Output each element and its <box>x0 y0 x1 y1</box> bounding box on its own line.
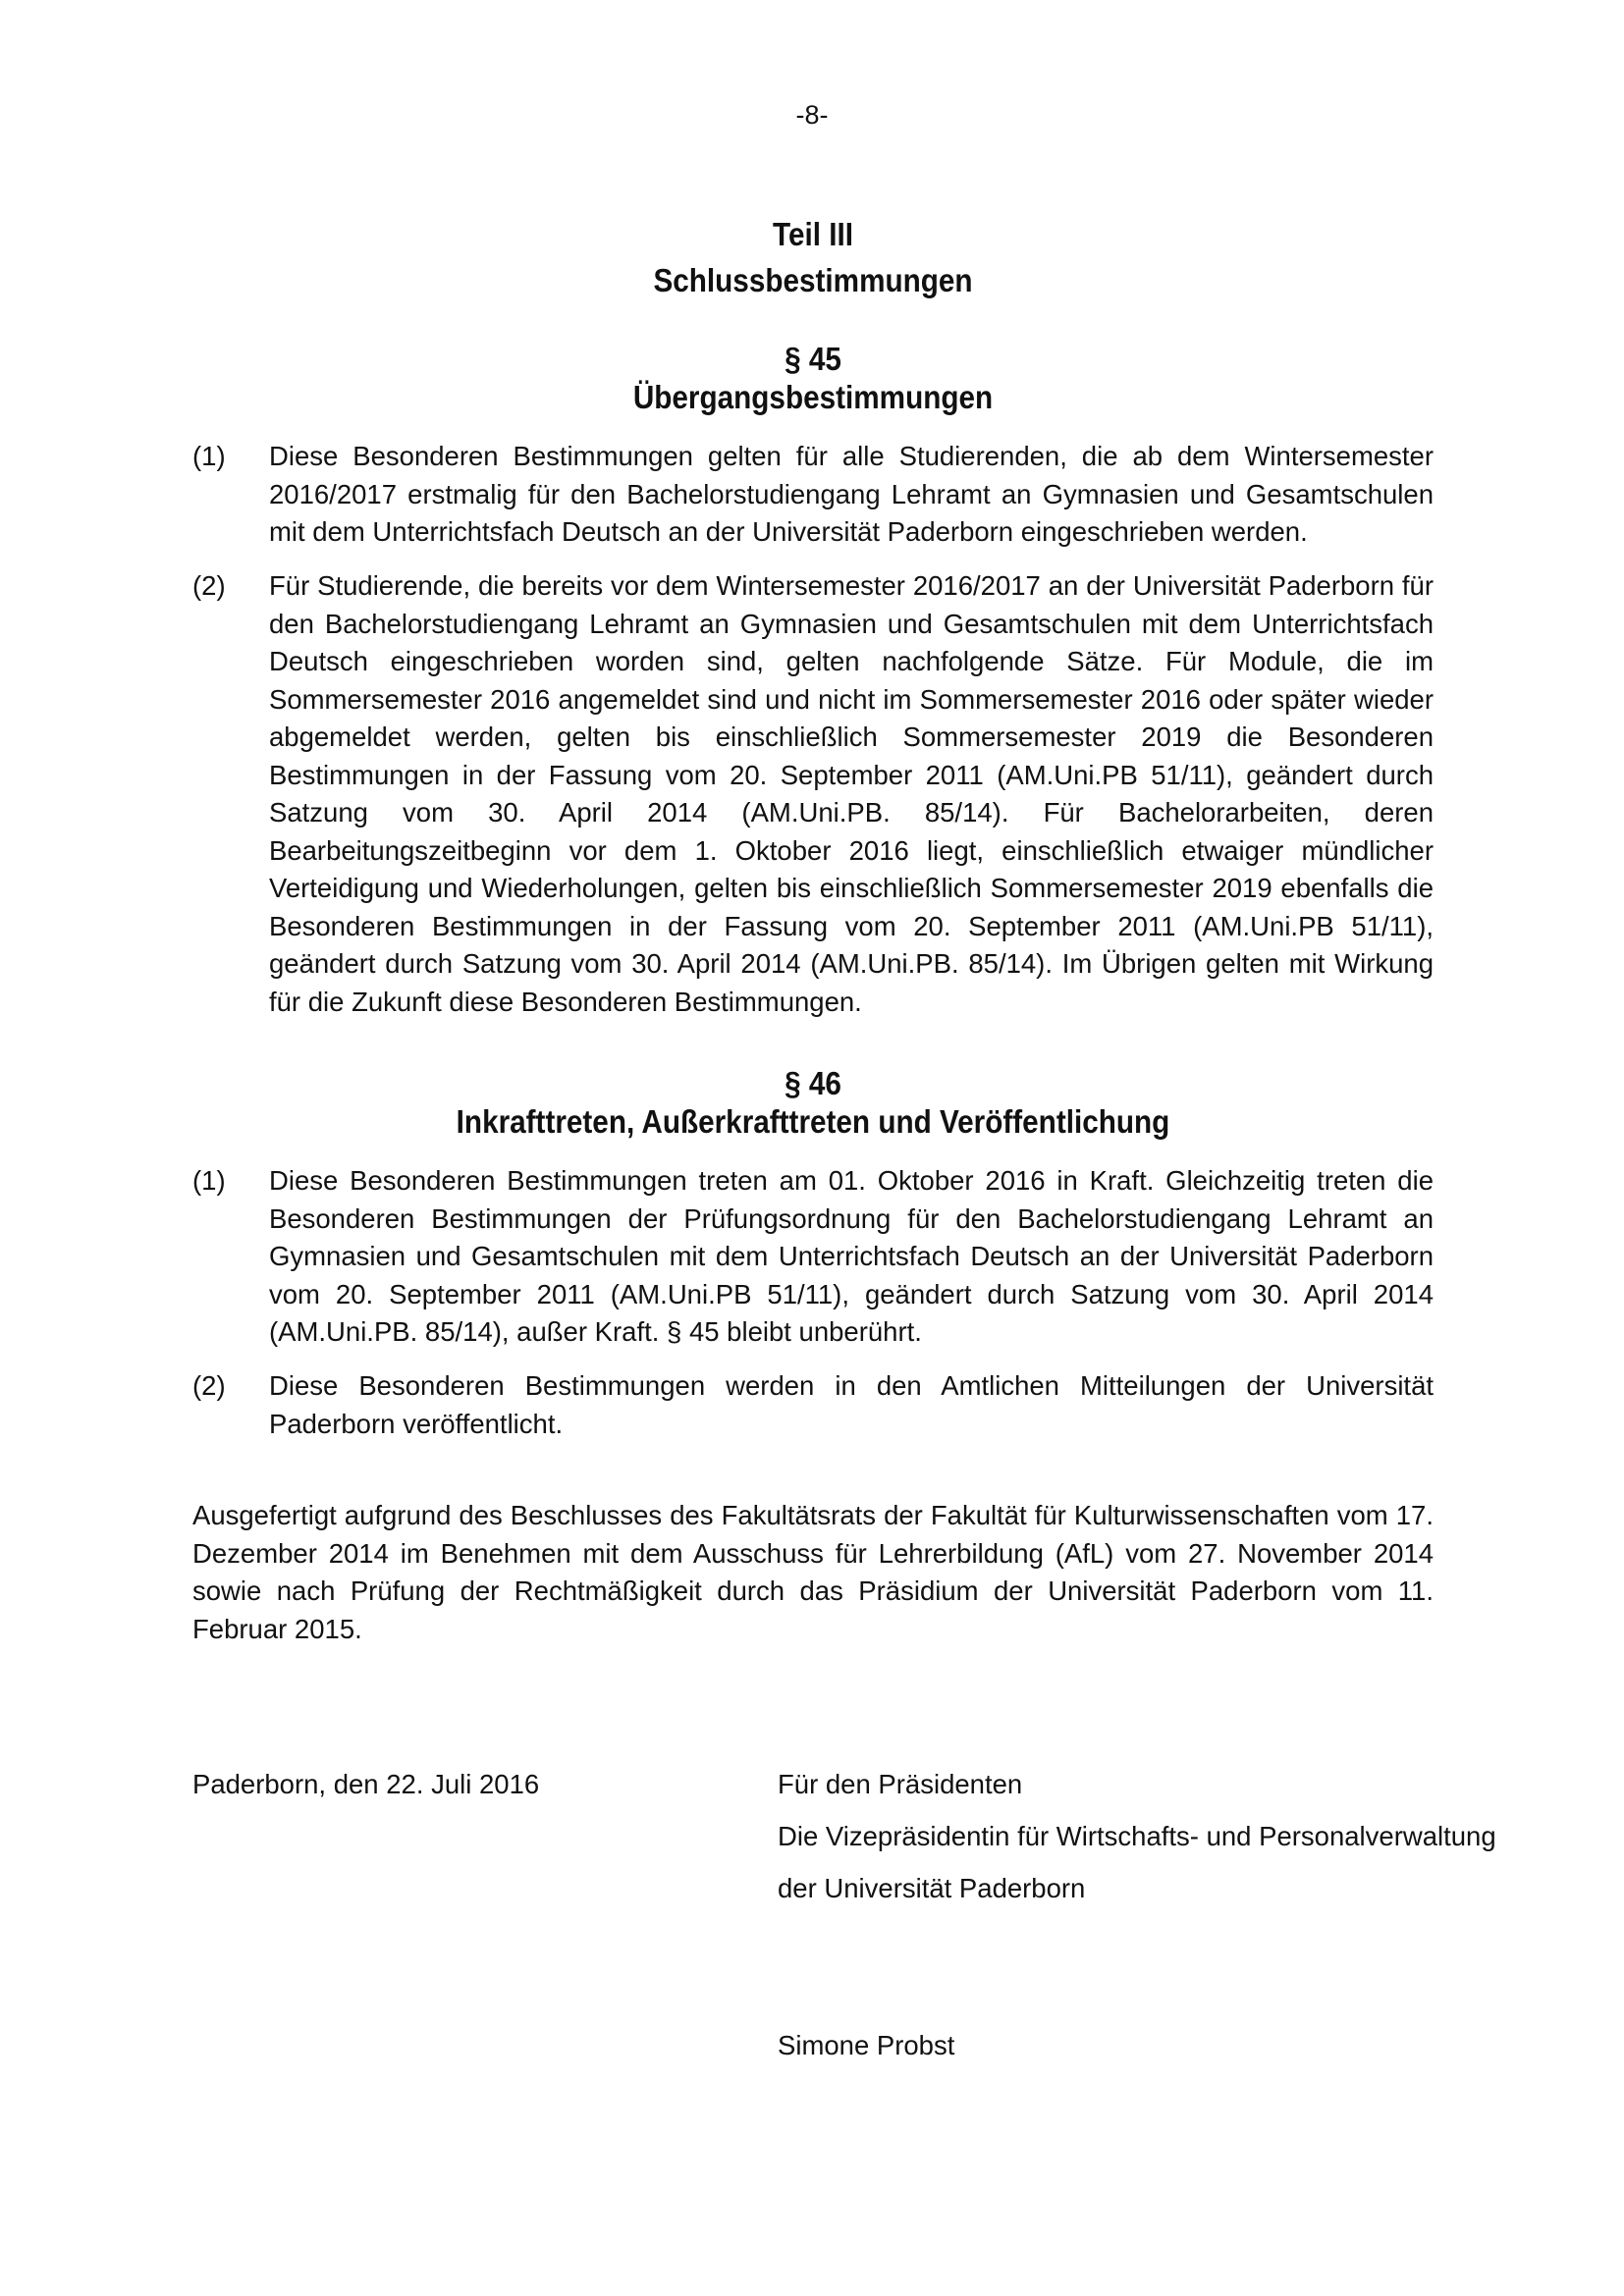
signature-line-2: Die Vizepräsidentin für Wirtschafts- und Personalverwaltung <box>778 1821 1496 1851</box>
signature-line-3: der Universität Paderborn <box>778 1873 1086 1903</box>
part-title: Schlussbestimmungen <box>653 262 973 298</box>
section-45-number: § 45 <box>785 341 841 377</box>
part-label: Teil III <box>773 216 853 252</box>
paragraph-number: (2) <box>192 1370 226 1401</box>
paragraph-text: Für Studierende, die bereits vor dem Wintersemester 2016/2017 an der Universität Paderborn für den Bachelorstudiengang Lehramt an Gymnasien und Gesamtschulen mit dem Unterrichtsfach Deutsch eingeschrieben worden sind, gelten nachfolgende Sätze. Für Module, die im Sommersemester 2016 angemeldet sind und nicht im Sommersemester 2016 oder später wieder abgemeldet werden, gelten bis einschließlich Sommersemester 2019 die Besonderen Bestimmungen in der Fassung vom 20. September 2011 (AM.Uni.PB 51/11), geändert durch Satzung vom 30. April 2014 (AM.Uni.PB. 85/14). Für Bachelorarbeiten, deren Bearbeitungszeitbeginn vor dem 1. Oktober 2016 liegt, einschließlich etwaiger mündlicher Verteidigung und Wiederholungen, gelten bis einschließlich Sommersemester 2019 ebenfalls die Besonderen Bestimmungen in der Fassung vom 20. September 2011 (AM.Uni.PB 51/11), geändert durch Satzung vom 30. April 2014 (AM.Uni.PB. 85/14). Im Übrigen gelten mit Wirkung für die Zukunft diese Besonderen Bestimmungen. <box>269 570 1434 1017</box>
section-45-paragraph-2 <box>192 567 1434 1021</box>
paragraph-text: Diese Besonderen Bestimmungen werden in den Amtlichen Mitteilungen der Universität Paderborn veröffentlicht. <box>269 1370 1434 1439</box>
paragraph-number: (1) <box>192 1165 226 1196</box>
paragraph-text: Diese Besonderen Bestimmungen treten am 01. Oktober 2016 in Kraft. Gleichzeitig treten die Besonderen Bestimmungen der Prüfungsordnung für den Bachelorstudiengang Lehramt an Gymnasien und Gesamtschulen mit dem Unterrichtsfach Deutsch an der Universität Paderborn vom 20. September 2011 (AM.Uni.PB 51/11), geändert durch Satzung vom 30. April 2014 (AM.Uni.PB. 85/14), außer Kraft. § 45 bleibt unberührt. <box>269 1165 1434 1347</box>
signature-line-1: Für den Präsidenten <box>778 1769 1023 1799</box>
page-number: -8- <box>795 100 829 130</box>
place-date: Paderborn, den 22. Juli 2016 <box>192 1769 540 1799</box>
section-46-number: § 46 <box>785 1065 841 1101</box>
paragraph-text: Diese Besonderen Bestimmungen gelten für alle Studierenden, die ab dem Wintersemester 2016/2017 erstmalig für den Bachelorstudiengang Lehramt an Gymnasien und Gesamtschulen mit dem Unterrichtsfach Deutsch an der Universität Paderborn eingeschrieben werden. <box>269 441 1434 547</box>
closing-statement: Ausgefertigt aufgrund des Beschlusses des Fakultätsrats der Fakultät für Kulturwissenschaften vom 17. Dezember 2014 im Benehmen mit dem Ausschuss für Lehrerbildung (AfL) vom 27. November 2014 sowie nach Prüfung der Rechtmäßigkeit durch das Präsidium der Universität Paderborn vom 11. Februar 2015. <box>192 1500 1434 1644</box>
section-46-title: Inkrafttreten, Außerkrafttreten und Veröffentlichung <box>456 1103 1170 1140</box>
section-46-paragraph-2 <box>192 1367 1434 1443</box>
section-45-paragraph-1 <box>192 438 1434 552</box>
section-46-paragraph-1 <box>192 1162 1434 1352</box>
paragraph-number: (2) <box>192 570 226 601</box>
paragraph-number: (1) <box>192 441 226 471</box>
section-45-title: Übergangsbestimmungen <box>632 379 994 415</box>
signatory-name: Simone Probst <box>778 2030 955 2060</box>
